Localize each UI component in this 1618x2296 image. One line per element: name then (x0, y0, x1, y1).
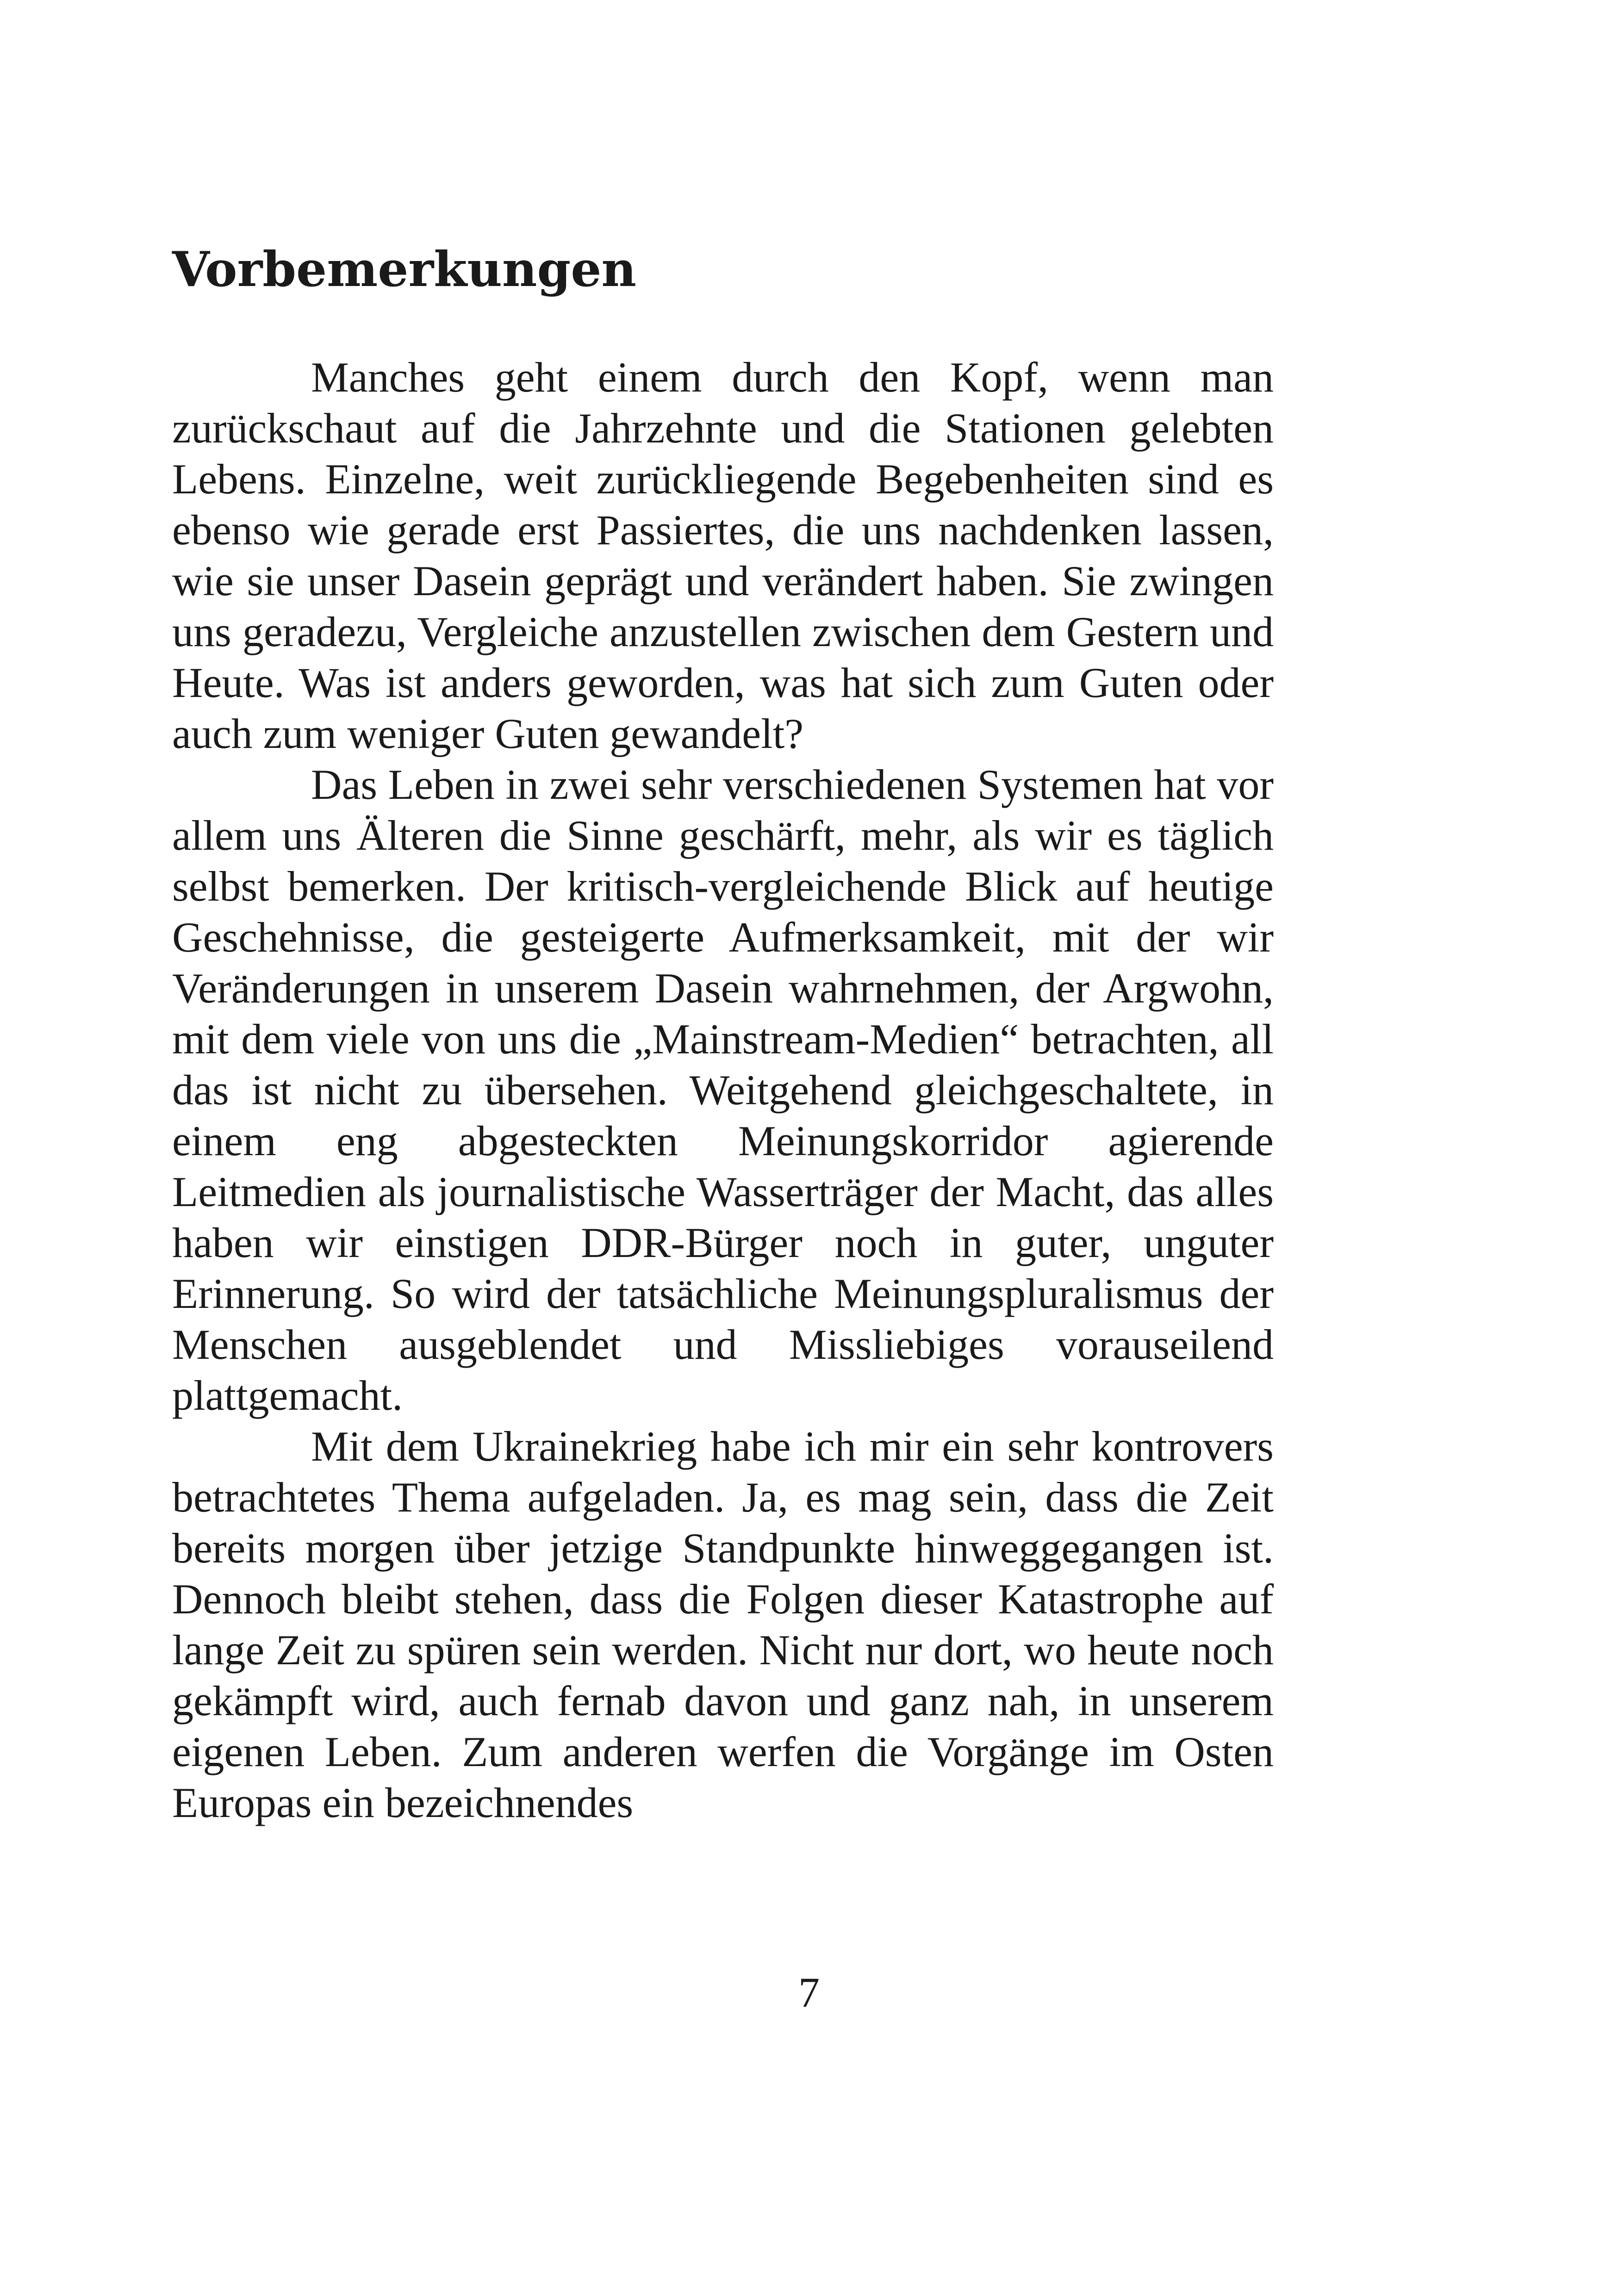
body-text (172, 352, 1274, 1828)
page-number: 7 (798, 1969, 820, 2016)
paragraph-2: Das Leben in zwei sehr verschiedenen Systemen hat vor allem uns Älteren die Sinne geschärft, mehr, als wir es täglich selbst bemerken. Der kritisch-vergleichende Blick auf heutige Geschehnisse, die gesteigerte Aufmerksamkeit, mit der wir Veränderungen in unserem Dasein wahrnehmen, der Argwohn, mit dem viele von uns die „Mainstream-Medien“ betrachten, all das ist nicht zu übersehen. Weitgehend gleichgeschaltete, in einem eng abgesteckten Meinungskorridor agierende Leitmedien als journalistische Wasserträger der Macht, das alles haben wir einstigen DDR-Bürger noch in guter, unguter Erinnerung. So wird der tatsächliche Meinungspluralismus der Menschen ausgeblendet und Missliebiges vorauseilend plattgemacht. (172, 761, 1274, 1419)
paragraph-1: Manches geht einem durch den Kopf, wenn man zurückschaut auf die Jahrzehnte und die Stationen gelebten Lebens. Einzelne, weit zurückliegende Begebenheiten sind es ebenso wie gerade erst Passiertes, die uns nachdenken lassen, wie sie unser Dasein geprägt und verändert haben. Sie zwingen uns geradezu, Vergleiche anzustellen zwischen dem Gestern und Heute. Was ist anders geworden, was hat sich zum Guten oder auch zum weniger Guten gewandelt? (172, 354, 1274, 757)
chapter-heading: Vorbemerkungen (172, 241, 636, 298)
paragraph-3: Mit dem Ukrainekrieg habe ich mir ein sehr kontrovers betrachtetes Thema aufgeladen. Ja, es mag sein, dass die Zeit bereits morgen über jetzige Standpunkte hinweggegangen ist. Dennoch bleibt stehen, dass die Folgen dieser Katastrophe auf lange Zeit zu spüren sein werden. Nicht nur dort, wo heute noch gekämpft wird, auch fernab davon und ganz nah, in unserem eigenen Leben. Zum anderen werfen die Vorgänge im Osten Europas ein bezeichnendes (172, 1423, 1274, 1826)
